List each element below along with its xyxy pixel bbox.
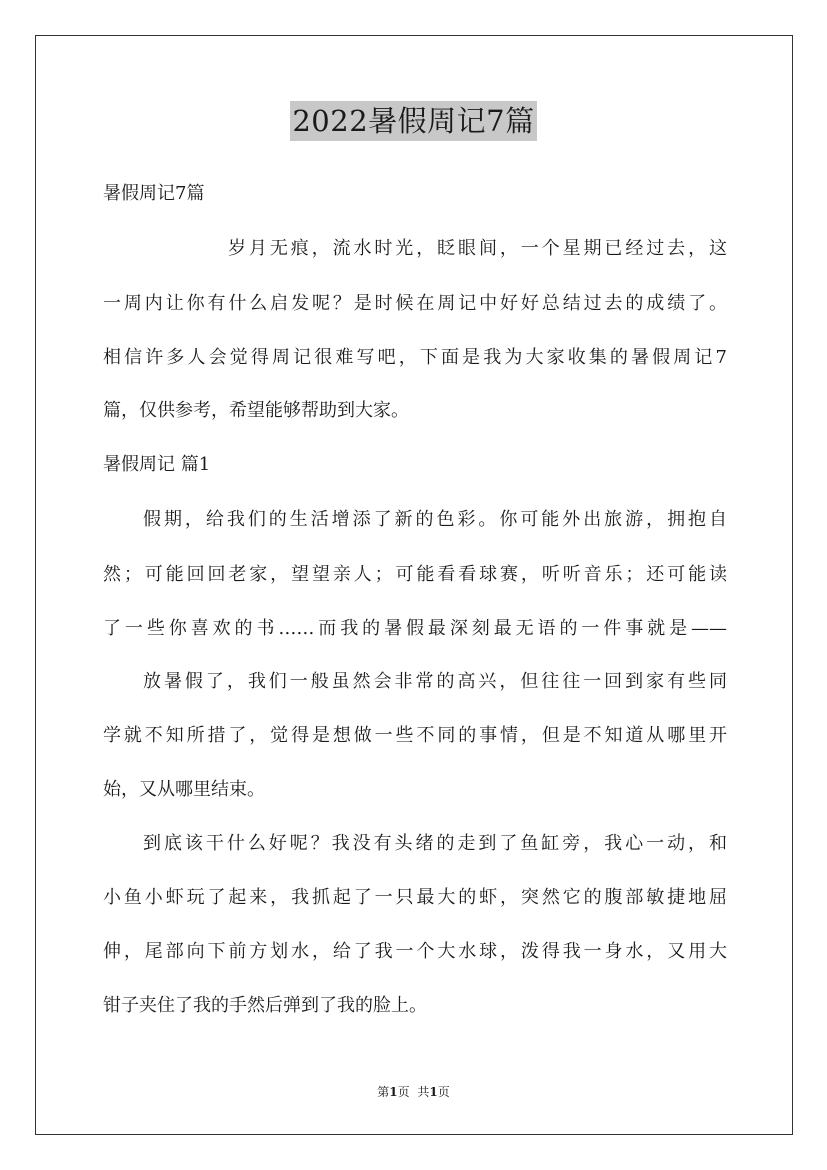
para2-line-3: 始，又从哪里结束。 (103, 779, 265, 800)
para2-line-1: 放暑假了，我们一般虽然会非常的高兴，但往往一回到家有些同 (143, 671, 727, 692)
document-title: 2022暑假周记7篇 (290, 101, 536, 141)
para2-line-2: 学就不知所措了，觉得是想做一些不同的事情，但是不知道从哪里开 (103, 725, 727, 746)
intro-line-1: 岁月无痕，流水时光，眨眼间，一个星期已经过去，这 (228, 238, 727, 259)
para3-line-3: 伸，尾部向下前方划水，给了我一个大水球，泼得我一身水，又用大 (103, 941, 727, 962)
para3-line-4: 钳子夹住了我的手然后弹到了我的脸上。 (103, 995, 427, 1016)
title-container (0, 101, 827, 141)
para3-line-1: 到底该干什么好呢？我没有头绪的走到了鱼缸旁，我心一动，和 (143, 833, 727, 854)
intro-line-4: 篇，仅供参考，希望能够帮助到大家。 (103, 400, 409, 421)
subtitle-line: 暑假周记7篇 (103, 183, 205, 204)
para3-line-2: 小鱼小虾玩了起来，我抓起了一只最大的虾，突然它的腹部敏捷地屈 (103, 887, 727, 908)
page-number: 1 (389, 1085, 398, 1099)
page-prefix: 第 (377, 1085, 390, 1099)
intro-line-2: 一周内让你有什么启发呢？是时候在周记中好好总结过去的成绩了。 (103, 293, 727, 314)
para1-line-3: 了一些你喜欢的书……而我的暑假最深刻最无语的一件事就是—— (103, 618, 727, 639)
page-footer (0, 1084, 827, 1100)
para1-line-1: 假期，给我们的生活增添了新的色彩。你可能外出旅游，拥抱自 (143, 509, 727, 530)
total-number: 1 (429, 1085, 438, 1099)
page-suffix: 页 (397, 1085, 410, 1099)
total-suffix: 页 (437, 1085, 450, 1099)
intro-line-3: 相信许多人会觉得周记很难写吧，下面是我为大家收集的暑假周记7 (103, 347, 727, 368)
section-heading: 暑假周记 篇1 (103, 454, 211, 475)
total-prefix: 共 (417, 1085, 430, 1099)
para1-line-2: 然；可能回回老家，望望亲人；可能看看球赛，听听音乐；还可能读 (103, 564, 727, 585)
